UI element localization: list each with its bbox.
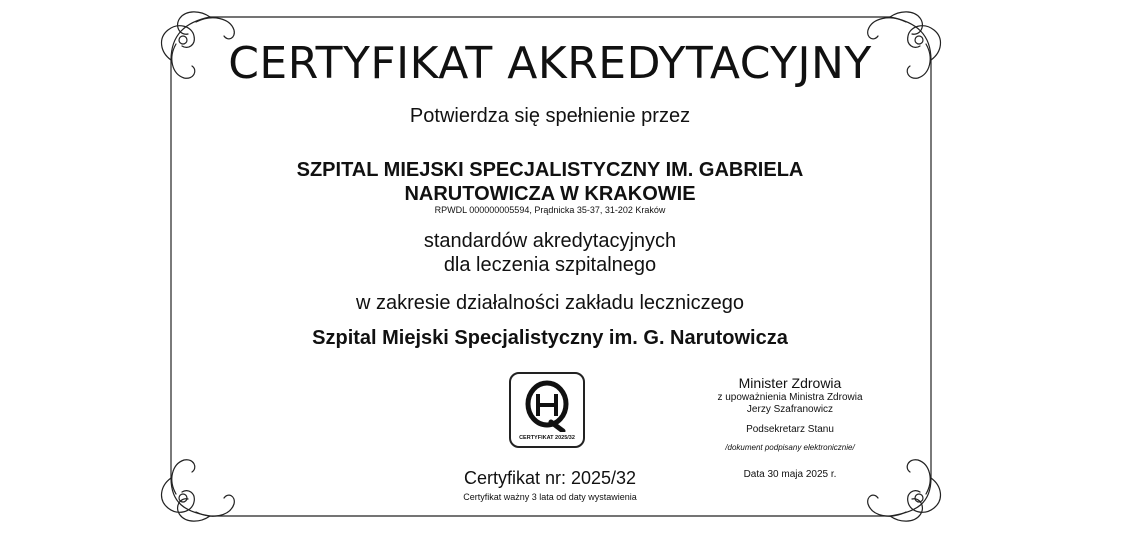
accreditation-logo [509, 372, 585, 448]
scope-line: w zakresie działalności zakładu leczniczego [356, 292, 744, 314]
electronic-signature-note: /dokument podpisany elektronicznie/ [725, 443, 855, 452]
confirm-line: Potwierdza się spełnienie przez [409, 105, 691, 127]
issue-date: Data 30 maja 2025 r. [743, 469, 837, 480]
signatory-title: Minister Zdrowia [738, 375, 842, 391]
signatory-authorization: z upoważnienia Ministra Zdrowia [717, 392, 863, 403]
corner-ornament-bottom-left [162, 460, 235, 521]
hospital-name-line-2: NARUTOWICZA W KRAKOWIE [404, 183, 696, 205]
standards-line-1: standardów akredytacyjnych [423, 230, 677, 252]
facility-name: Szpital Miejski Specjalistyczny im. G. Narutowicza [312, 327, 788, 349]
hospital-name [170, 158, 930, 206]
certificate-number: Certyfikat nr: 2025/32 [463, 468, 637, 488]
signatory-position: Podsekretarz Stanu [746, 424, 834, 435]
standards-line-2: dla leczenia szpitalnego [443, 254, 657, 276]
standards-text [170, 229, 930, 277]
signatory-name: Jerzy Szafranowicz [746, 404, 834, 415]
certificate-title: CERTYFIKAT AKREDYTACYJNY [228, 38, 872, 89]
rpwdl-address: RPWDL 000000005594, Prądnicka 35-37, 31-202 Kraków [434, 205, 666, 215]
certificate-validity: Certyfikat ważny 3 lata od daty wystawienia [463, 492, 637, 502]
hospital-name-line-1: SZPITAL MIEJSKI SPECJALISTYCZNY IM. GABRIELA [296, 159, 804, 181]
quality-q-icon [521, 380, 573, 432]
logo-caption: CERTYFIKAT 2025/32 [519, 435, 575, 441]
